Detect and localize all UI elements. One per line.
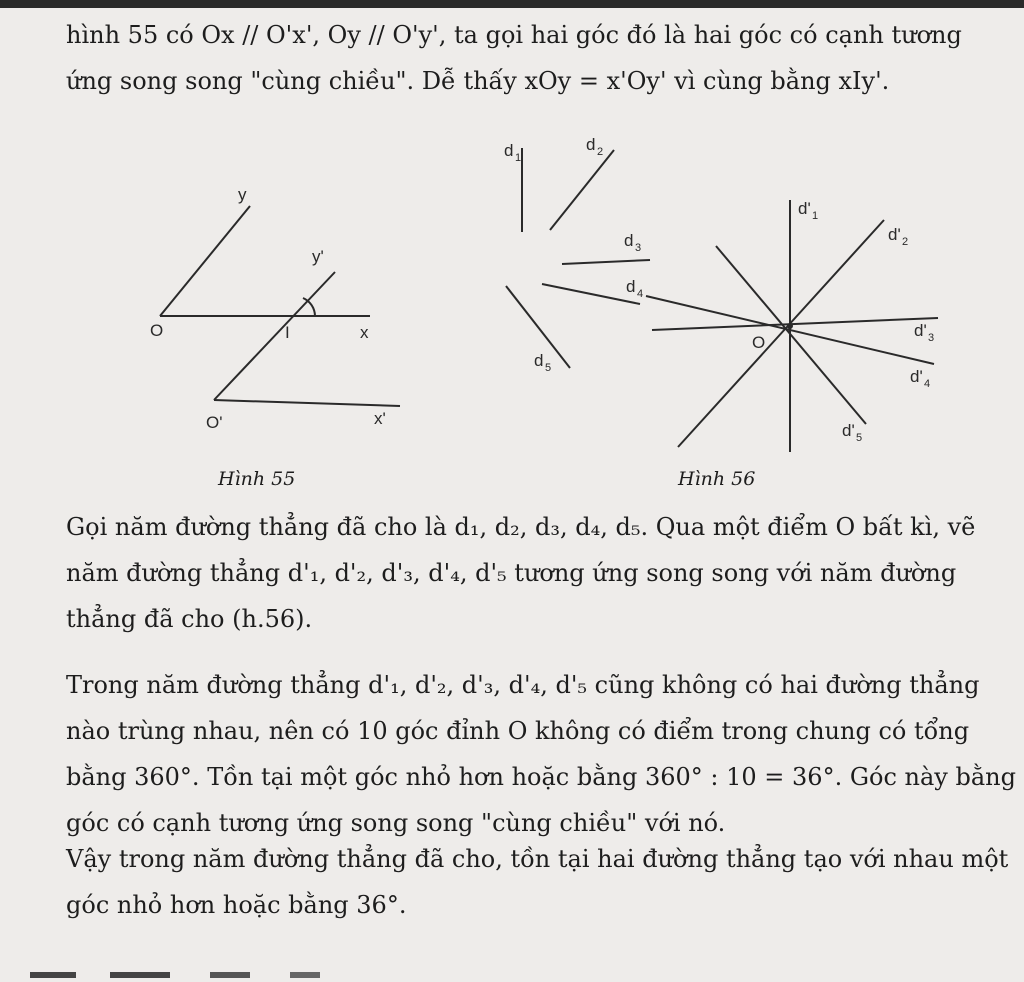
caption-figure-55: Hình 55 xyxy=(218,468,296,490)
label-y-prime: y' xyxy=(312,247,324,266)
label-d5-sub: 5 xyxy=(545,362,552,374)
label-d-prime-4-sub: 4 xyxy=(924,378,931,390)
label-x-prime: x' xyxy=(374,409,386,428)
p1-line-1: Gọi năm đường thẳng đã cho là d₁, d₂, d₃, d₄, d₅. Qua một điểm O bất kì, vẽ xyxy=(66,513,976,541)
p3-line-1: Vậy trong năm đường thẳng đã cho, tồn tại hai đường thẳng tạo với nhau một xyxy=(66,845,1009,873)
line-d3 xyxy=(562,260,650,264)
label-d1: d xyxy=(504,141,514,160)
p2-line-1: Trong năm đường thẳng d'₁, d'₂, d'₃, d'₄, d'₅ cũng không có hai đường thẳng xyxy=(66,671,980,699)
label-o-fig56: O xyxy=(752,333,766,352)
label-d-prime-3: d' xyxy=(914,321,927,340)
label-o: O xyxy=(150,321,164,340)
label-d-prime-1: d' xyxy=(798,199,811,218)
label-d4: d xyxy=(626,277,636,296)
label-y: y xyxy=(238,185,247,204)
label-d5: d xyxy=(534,351,544,370)
label-d-prime-2-sub: 2 xyxy=(902,236,909,248)
line-d-prime-2 xyxy=(678,220,884,447)
ray-o-prime-x-prime xyxy=(214,400,400,406)
angle-arc xyxy=(303,298,315,316)
paragraph-3 xyxy=(66,836,1009,928)
p2-line-4: góc có cạnh tương ứng song song "cùng chiều" với nó. xyxy=(66,809,726,837)
label-d-prime-5: d' xyxy=(842,421,855,440)
label-d-prime-4: d' xyxy=(910,367,923,386)
intro-line-1: hình 55 có Ox // O'x', Oy // O'y', ta gọi hai góc đó là hai góc có cạnh tương xyxy=(66,21,962,49)
label-o-prime: O' xyxy=(206,413,223,432)
ray-oy xyxy=(160,206,250,316)
paragraph-1 xyxy=(66,504,996,642)
p3-line-2: góc nhỏ hơn hoặc bằng 36°. xyxy=(66,891,407,919)
label-d1-sub: 1 xyxy=(515,152,522,164)
label-d-prime-5-sub: 5 xyxy=(856,432,863,444)
label-d4-sub: 4 xyxy=(637,288,644,300)
label-d-prime-2: d' xyxy=(888,225,901,244)
ray-o-prime-y-prime xyxy=(214,272,335,400)
caption-figure-56: Hình 56 xyxy=(678,468,756,490)
label-d-prime-3-sub: 3 xyxy=(928,332,935,344)
cut-off-next-line xyxy=(30,968,990,982)
label-x: x xyxy=(360,323,369,342)
intro-line-2: ứng song song "cùng chiều". Dễ thấy xOy = x'Oy' vì cùng bằng xIy'. xyxy=(66,67,890,95)
label-d3: d xyxy=(624,231,634,250)
label-d2-sub: 2 xyxy=(597,146,604,158)
label-d3-sub: 3 xyxy=(635,242,642,254)
figure-56-given-lines xyxy=(506,148,650,368)
line-d2 xyxy=(550,150,614,230)
p2-line-3: bằng 360°. Tồn tại một góc nhỏ hơn hoặc bằng 360° : 10 = 36°. Góc này bằng xyxy=(66,763,1016,791)
label-d2: d xyxy=(586,135,596,154)
p2-line-2: nào trùng nhau, nên có 10 góc đỉnh O không có điểm trong chung có tổng xyxy=(66,717,970,745)
paragraph-2 xyxy=(66,662,1016,846)
p1-line-2: năm đường thẳng d'₁, d'₂, d'₃, d'₄, d'₅ tương ứng song song với năm đường xyxy=(66,559,957,587)
p1-line-3: thẳng đã cho (h.56). xyxy=(66,605,313,633)
label-d-prime-1-sub: 1 xyxy=(812,210,819,222)
figure-55 xyxy=(160,206,400,406)
label-i: I xyxy=(285,323,290,342)
point-o xyxy=(787,323,793,329)
line-d-prime-3 xyxy=(652,318,938,330)
